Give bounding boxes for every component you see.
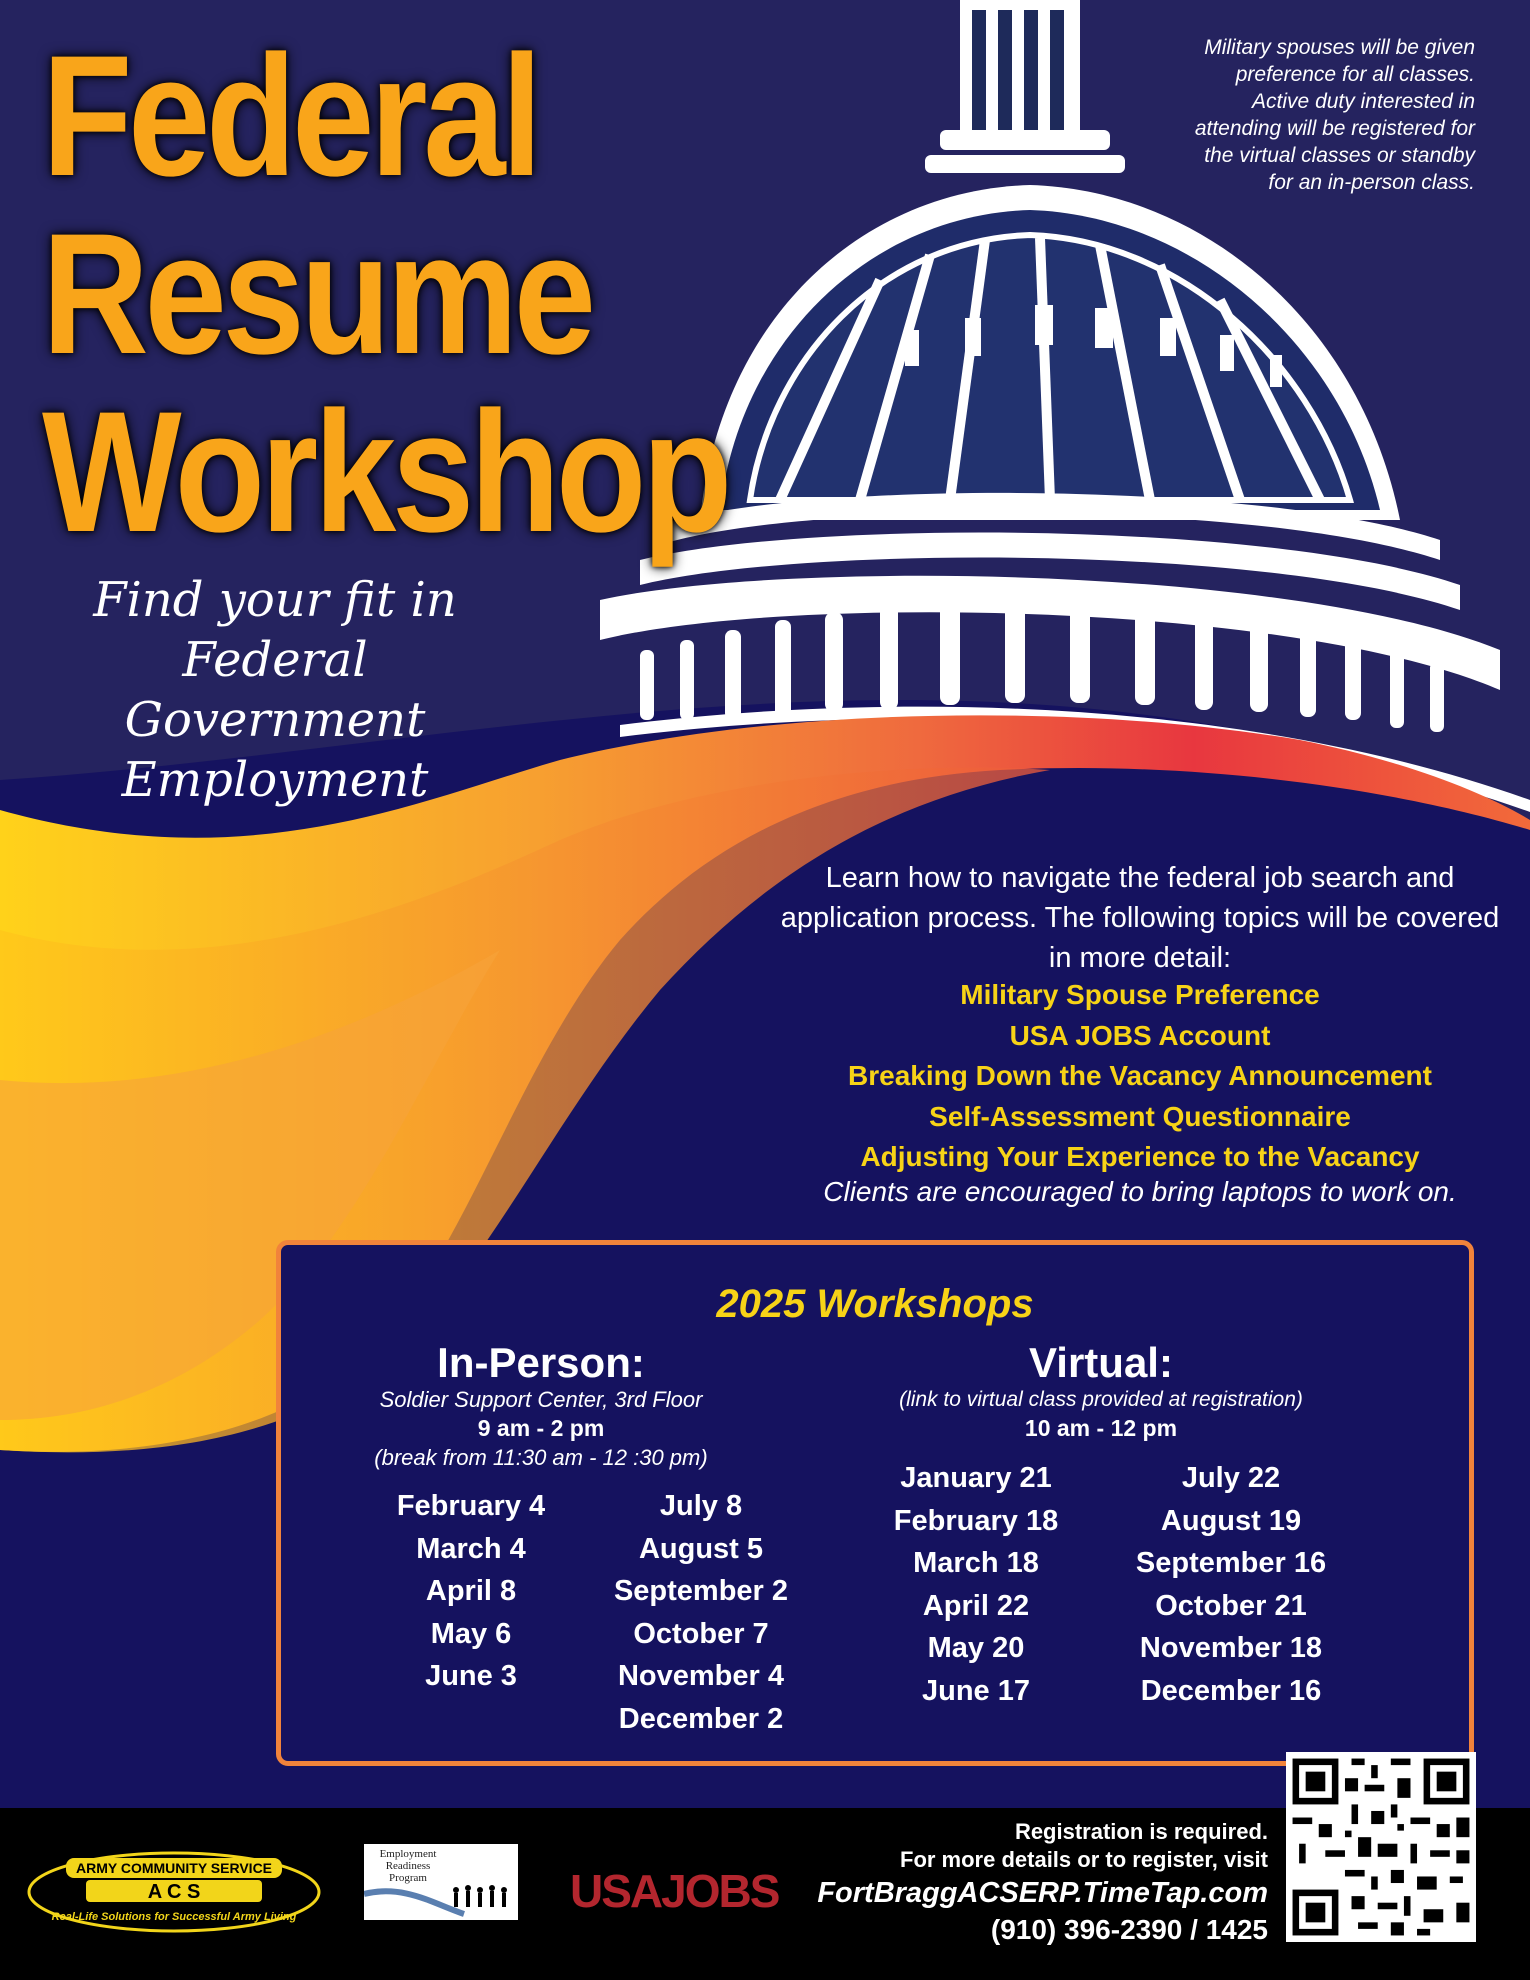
topic-item: Self-Assessment Questionnaire bbox=[929, 1100, 1351, 1132]
topics-list bbox=[780, 975, 1500, 1178]
phone-number: (910) 396-2390 / 1425 bbox=[990, 1914, 1268, 1945]
schedule-box bbox=[276, 1240, 1474, 1766]
registration-link[interactable]: FortBraggACSERP.TimeTap.com bbox=[817, 1877, 1268, 1909]
virtual-time: 10 am - 12 pm bbox=[1024, 1415, 1178, 1441]
virtual-date: February 18 bbox=[893, 1504, 1059, 1537]
virtual-date: July 22 bbox=[1181, 1462, 1281, 1494]
topic-item: Breaking Down the Vacancy Announcement bbox=[848, 1060, 1432, 1091]
in-person-date: September 2 bbox=[613, 1575, 789, 1607]
laptop-note: Clients are encouraged to bring laptops to work on. bbox=[823, 1176, 1457, 1207]
in-person-date: August 5 bbox=[638, 1532, 764, 1565]
acs-logo bbox=[26, 1850, 322, 1934]
in-person-dates-col2 bbox=[591, 1485, 811, 1740]
in-person-break: (break from 11:30 am - 12 :30 pm) bbox=[374, 1445, 708, 1470]
in-person-time: 9 am - 2 pm bbox=[477, 1415, 605, 1441]
title-line-resume: Resume bbox=[42, 198, 592, 390]
virtual-date: November 18 bbox=[1139, 1632, 1323, 1664]
svg-text:Real-Life Solutions for Succes: Real-Life Solutions for Successful Army Living bbox=[51, 1911, 297, 1923]
virtual-date: September 16 bbox=[1135, 1547, 1327, 1579]
virtual-link-note: (link to virtual class provided at registration) bbox=[899, 1388, 1303, 1411]
in-person-date: April 8 bbox=[425, 1575, 517, 1607]
registration-required: Registration is required. bbox=[1014, 1819, 1268, 1844]
usajobs-logo: USAJOBS bbox=[570, 1865, 779, 1917]
virtual-date: August 19 bbox=[1160, 1504, 1302, 1537]
qr-code[interactable] bbox=[1286, 1752, 1476, 1942]
in-person-date: March 4 bbox=[416, 1532, 526, 1565]
in-person-date: February 4 bbox=[396, 1490, 546, 1522]
virtual-dates-col2 bbox=[1111, 1457, 1351, 1712]
employment-readiness-logo bbox=[364, 1844, 518, 1920]
virtual-date: June 17 bbox=[922, 1674, 1030, 1707]
in-person-date: July 8 bbox=[659, 1490, 743, 1522]
virtual-heading: Virtual: bbox=[1029, 1339, 1173, 1386]
virtual-date: April 22 bbox=[922, 1589, 1030, 1622]
topic-item: Military Spouse Preference bbox=[960, 979, 1320, 1010]
tagline: Find your fit in Federal Government Employment bbox=[93, 572, 457, 808]
virtual-date: December 16 bbox=[1140, 1674, 1322, 1707]
in-person-date: June 3 bbox=[425, 1660, 517, 1692]
in-person-heading: In-Person: bbox=[437, 1339, 645, 1386]
virtual-date: October 21 bbox=[1155, 1589, 1307, 1622]
in-person-date: October 7 bbox=[633, 1617, 769, 1650]
schedule-title: 2025 Workshops bbox=[716, 1282, 1034, 1326]
details-line: For more details or to register, visit bbox=[900, 1847, 1268, 1872]
in-person-date: December 2 bbox=[618, 1702, 784, 1735]
in-person-location: Soldier Support Center, 3rd Floor bbox=[379, 1387, 703, 1412]
in-person-date: May 6 bbox=[430, 1617, 512, 1650]
title-line-federal: Federal bbox=[42, 20, 539, 212]
intro-paragraph: Learn how to navigate the federal job search and application process. The following topics will be covered in more detail: bbox=[780, 862, 1500, 974]
virtual-dates-col1 bbox=[871, 1457, 1081, 1712]
erp-label: Employment Readiness Program bbox=[379, 1848, 437, 1884]
military-spouse-note: Military spouses will be given preference for all classes. Active duty interested in attending will be registered for the virtual classes or standby for an in-person class. bbox=[1194, 36, 1475, 194]
topic-item: USA JOBS Account bbox=[1009, 1019, 1271, 1051]
in-person-date: November 4 bbox=[617, 1660, 784, 1692]
registration-info bbox=[817, 1818, 1268, 1948]
in-person-dates-col1 bbox=[361, 1485, 581, 1698]
virtual-date: May 20 bbox=[927, 1632, 1025, 1664]
topic-item: Adjusting Your Experience to the Vacancy bbox=[860, 1141, 1420, 1172]
title-line-workshop: Workshop bbox=[42, 376, 729, 568]
virtual-date: March 18 bbox=[913, 1547, 1039, 1579]
svg-text:ARMY COMMUNITY SERVICE: ARMY COMMUNITY SERVICE bbox=[75, 1860, 273, 1876]
svg-text:A C S: A C S bbox=[147, 1881, 201, 1903]
virtual-date: January 21 bbox=[900, 1462, 1052, 1494]
